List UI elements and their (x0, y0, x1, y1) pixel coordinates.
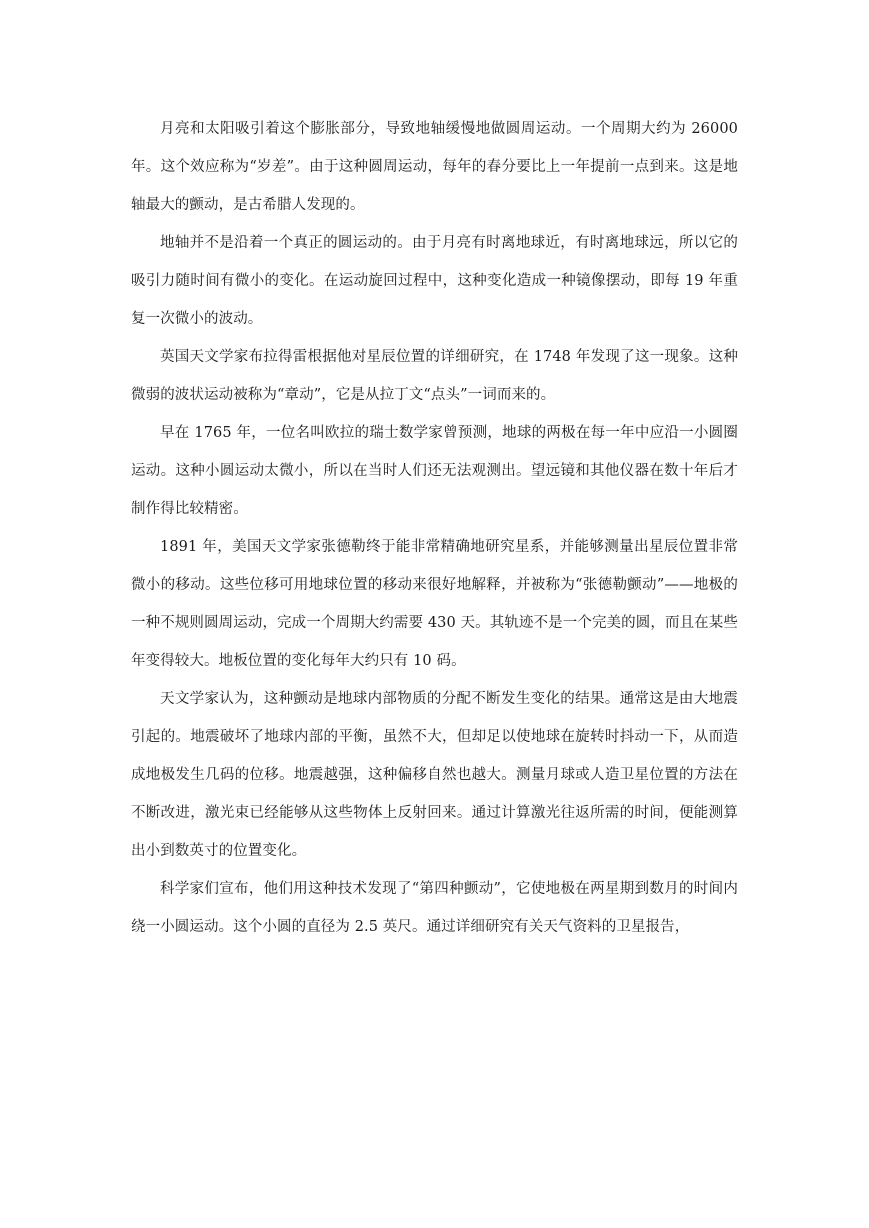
paragraph-chandler-wobble: 1891 年，美国天文学家张德勒终于能非常精确地研究星系，并能够测量出星辰位置非常微小的移动。这些位移可用地球位置的移动来很好地解释，并被称为“张德勒颤动”——地极的一种不规则圆周运动，完成一个周期大约需要 430 天。其轨迹不是一个完美的圆，而且在某些年变得较大。地板位置的变化每年大约只有 10 码。 (131, 539, 738, 669)
paragraph-euler-prediction: 早在 1765 年，一位名叫欧拉的瑞士数学家曾预测，地球的两极在每一年中应沿一小圆圈运动。这种小圆运动太微小，所以在当时人们还无法观测出。望远镜和其他仪器在数十年后才制作得比较精密。 (131, 425, 738, 517)
body-text (131, 110, 738, 946)
paragraph-precession: 月亮和太阳吸引着这个膨胀部分，导致地轴缓慢地做圆周运动。一个周期大约为 26000 年。这个效应称为“岁差”。由于这种圆周运动，每年的春分要比上一年提前一点到来。这是地轴最大的颤动，是古希腊人发现的。 (131, 121, 738, 213)
paragraph-lunar-wobble: 地轴并不是沿着一个真正的圆运动的。由于月亮有时离地球近，有时离地球远，所以它的吸引力随时间有微小的变化。在运动旋回过程中，这种变化造成一种镜像摆动，即每 19 年重复一次微小的波动。 (131, 235, 738, 327)
paragraph-earthquake-cause: 天文学家认为，这种颤动是地球内部物质的分配不断发生变化的结果。通常这是由大地震引起的。地震破坏了地球内部的平衡，虽然不大，但却足以使地球在旋转时抖动一下，从而造成地极发生几码的位移。地震越强，这种偏移自然也越大。测量月球或人造卫星位置的方法在不断改进，激光束已经能够从这些物体上反射回来。通过计算激光往返所需的时间，便能测算出小到数英寸的位置变化。 (131, 691, 738, 859)
paragraph-fourth-wobble: 科学家们宣布，他们用这种技术发现了“第四种颤动”，它使地极在两星期到数月的时间内绕一小圆运动。这个小圆的直径为 2.5 英尺。通过详细研究有关天气资料的卫星报告， (131, 881, 738, 935)
paragraph-nutation: 英国天文学家布拉得雷根据他对星辰位置的详细研究，在 1748 年发现了这一现象。这种微弱的波状运动被称为“章动”，它是从拉丁文“点头”一词而来的。 (131, 349, 738, 403)
